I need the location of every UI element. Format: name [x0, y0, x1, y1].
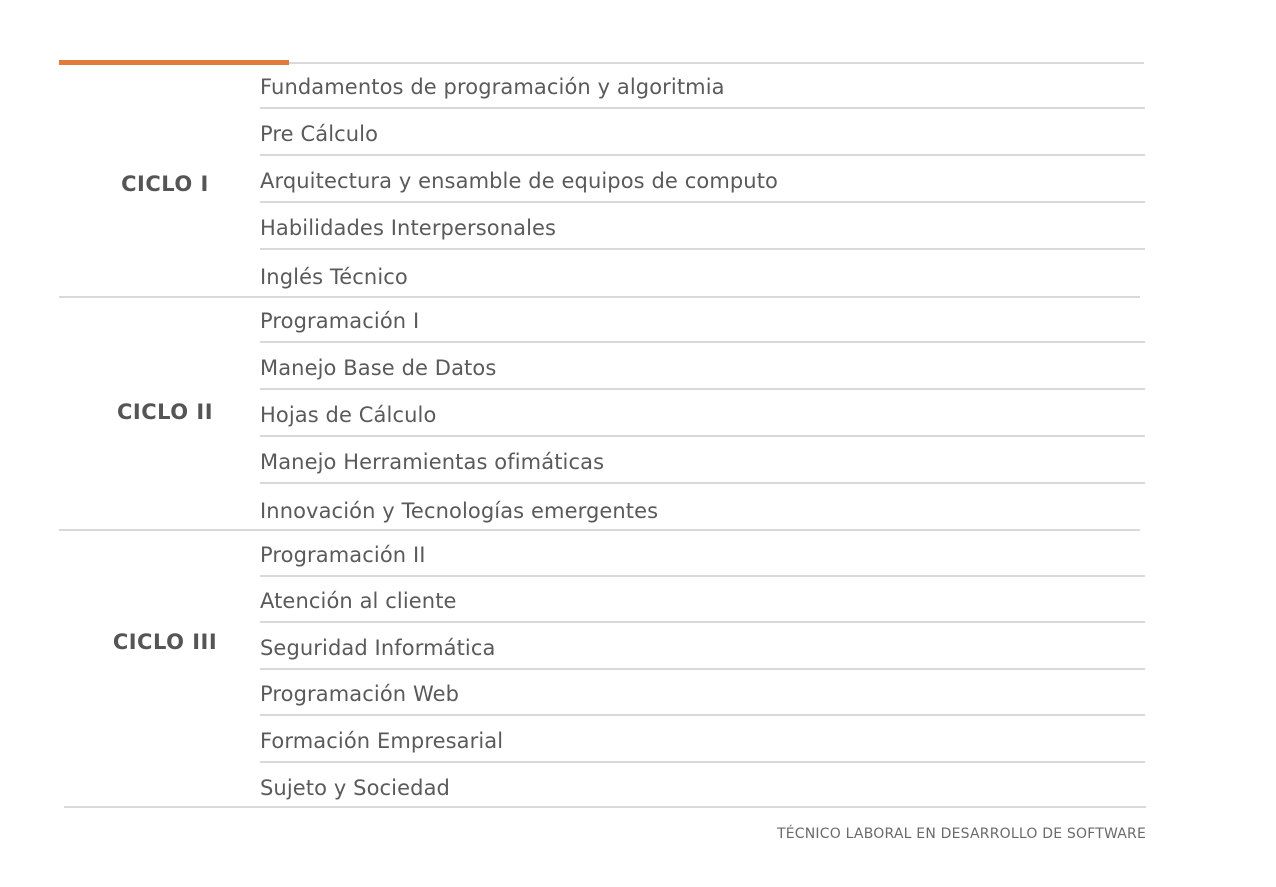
footer-program-title: TÉCNICO LABORAL EN DESARROLLO DE SOFTWARE [776, 826, 1146, 842]
course-label: Manejo Herramientas ofimáticas [260, 450, 605, 474]
course-row [260, 624, 1145, 670]
course-row [260, 391, 1145, 437]
course-row [260, 438, 1145, 484]
course-row [260, 762, 1145, 808]
course-label: Programación Web [260, 682, 460, 706]
cycle-label-1: CICLO I [121, 172, 209, 196]
course-label: Manejo Base de Datos [260, 356, 497, 380]
cycle-label-2: CICLO II [116, 400, 214, 424]
course-row [260, 531, 1145, 577]
course-row [260, 344, 1145, 390]
course-row [260, 63, 1145, 109]
course-label: Innovación y Tecnologías emergentes [260, 499, 659, 523]
course-label: Programación II [260, 543, 426, 567]
course-label: Formación Empresarial [260, 729, 504, 753]
accent-bar [59, 60, 289, 65]
course-row [260, 204, 1145, 250]
course-row [260, 485, 1145, 531]
course-label: Programación I [260, 309, 420, 333]
course-label: Arquitectura y ensamble de equipos de computo [260, 169, 778, 193]
course-label: Habilidades Interpersonales [260, 216, 557, 240]
course-row [260, 251, 1145, 297]
course-row [260, 577, 1145, 623]
course-row [260, 717, 1145, 763]
course-label: Inglés Técnico [260, 265, 408, 289]
course-label: Pre Cálculo [260, 122, 379, 146]
cycle-label-3: CICLO III [112, 630, 218, 654]
course-row [260, 670, 1145, 716]
course-row [260, 297, 1145, 343]
course-label: Fundamentos de programación y algoritmia [260, 75, 725, 99]
bottom-rule [64, 806, 1146, 808]
course-label: Sujeto y Sociedad [260, 776, 450, 800]
course-label: Seguridad Informática [260, 636, 496, 660]
course-label: Atención al cliente [260, 589, 457, 613]
course-row [260, 110, 1145, 156]
course-row [260, 157, 1145, 203]
course-label: Hojas de Cálculo [260, 403, 437, 427]
